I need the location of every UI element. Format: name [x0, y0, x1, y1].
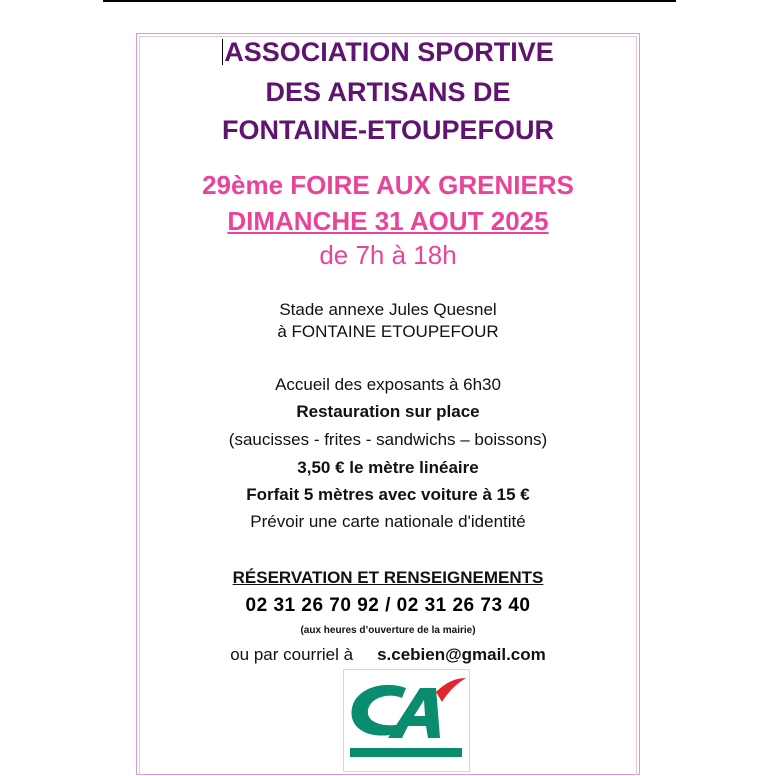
email-prefix: ou par courriel à	[230, 645, 354, 664]
event-date: DIMANCHE 31 AOUT 2025	[227, 206, 549, 236]
welcome-time: Accueil des exposants à 6h30	[275, 375, 501, 394]
location-line-2: à FONTAINE ETOUPEFOUR	[277, 322, 499, 341]
email-address[interactable]: s.cebien@gmail.com	[377, 645, 546, 664]
catering: Restauration sur place	[296, 402, 480, 421]
top-rule	[103, 0, 676, 2]
credit-agricole-logo	[344, 670, 469, 771]
package-price: Forfait 5 mètres avec voiture à 15 €	[246, 485, 530, 504]
header-line-1: ASSOCIATION SPORTIVE	[224, 37, 554, 67]
header-line-2: DES ARTISANS DE	[265, 77, 511, 107]
catering-menu: (saucisses - frites - sandwichs – boissons)	[228, 430, 548, 449]
id-notice: Prévoir une carte nationale d'identité	[250, 512, 526, 531]
event-hours: de 7h à 18h	[319, 240, 457, 270]
town-hall-hours-note: (aux heures d’ouverture de la mairie)	[300, 625, 476, 636]
logo-box	[343, 669, 470, 772]
header-line-3: FONTAINE-ETOUPEFOUR	[221, 115, 554, 145]
event-title: 29ème FOIRE AUX GRENIERS	[202, 170, 574, 200]
price-per-meter: 3,50 € le mètre linéaire	[297, 458, 479, 477]
location-line-1: Stade annexe Jules Quesnel	[279, 300, 497, 319]
email-line	[0, 645, 776, 665]
phone-numbers: 02 31 26 70 92 / 02 31 26 73 40	[245, 595, 531, 616]
contact-heading: RÉSERVATION ET RENSEIGNEMENTS	[232, 568, 544, 587]
